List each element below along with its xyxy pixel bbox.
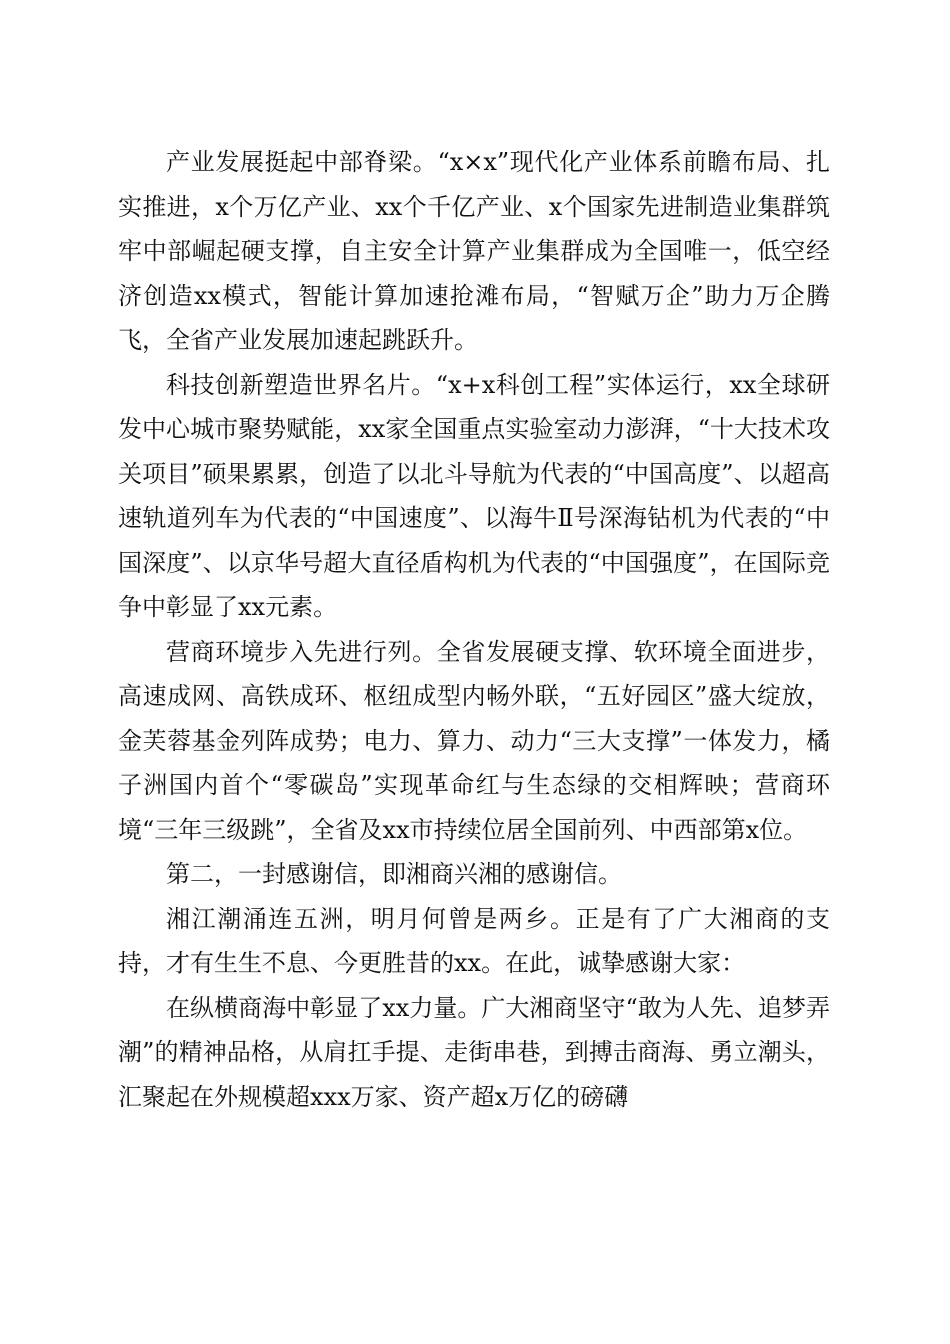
paragraph-industry: 产业发展挺起中部脊梁。“x×x”现代化产业体系前瞻布局、扎实推进，x个万亿产业、xx个千亿产业、x个国家先进制造业集群筑牢中部崛起硬支撑，自主安全计算产业集群成为全国唯一，低空经济创造xx模式，智能计算加速抢滩布局，“智赋万企”助力万企腾飞，全省产业发展加速起跳跃升。 [118,148,830,354]
paragraph-xiang-merchants: 在纵横商海中彰显了xx力量。广大湘商坚守“敢为人先、追梦弄潮”的精神品格，从肩扛手提、走街串巷，到搏击商海、勇立潮头，汇聚起在外规模超xxx万家、资产超x万亿的磅礴 [118,993,830,1111]
paragraph-gratitude-intro: 湘江潮涌连五洲，明月何曾是两乡。正是有了广大湘商的支持，才有生生不息、今更胜昔的xx。在此，诚挚感谢大家： [118,904,830,977]
document-body [118,140,830,1119]
section-heading-thank-you-letter: 第二，一封感谢信，即湘商兴湘的感谢信。 [166,860,622,888]
paragraph-business-environment: 营商环境步入先进行列。全省发展硬支撑、软环境全面进步，高速成网、高铁成环、枢纽成型内畅外联，“五好园区”盛大绽放，金芙蓉基金列阵成势；电力、算力、动力“三大支撑”一体发力，橘子洲国内首个“零碳岛”实现革命红与生态绿的交相辉映；营商环境“三年三级跳”，全省及xx市持续位居全国前列、中西部第x位。 [118,637,830,844]
paragraph-tech-innovation: 科技创新塑造世界名片。“x+x科创工程”实体运行，xx全球研发中心城市聚势赋能，xx家全国重点实验室动力澎湃，“十大技术攻关项目”硕果累累，创造了以北斗导航为代表的“中国高度”、以超高速轨道列车为代表的“中国速度”、以海牛Ⅱ号深海钻机为代表的“中国深度”、以京华号超大直径盾构机为代表的“中国强度”，在国际竞争中彰显了xx元素。 [118,370,830,621]
